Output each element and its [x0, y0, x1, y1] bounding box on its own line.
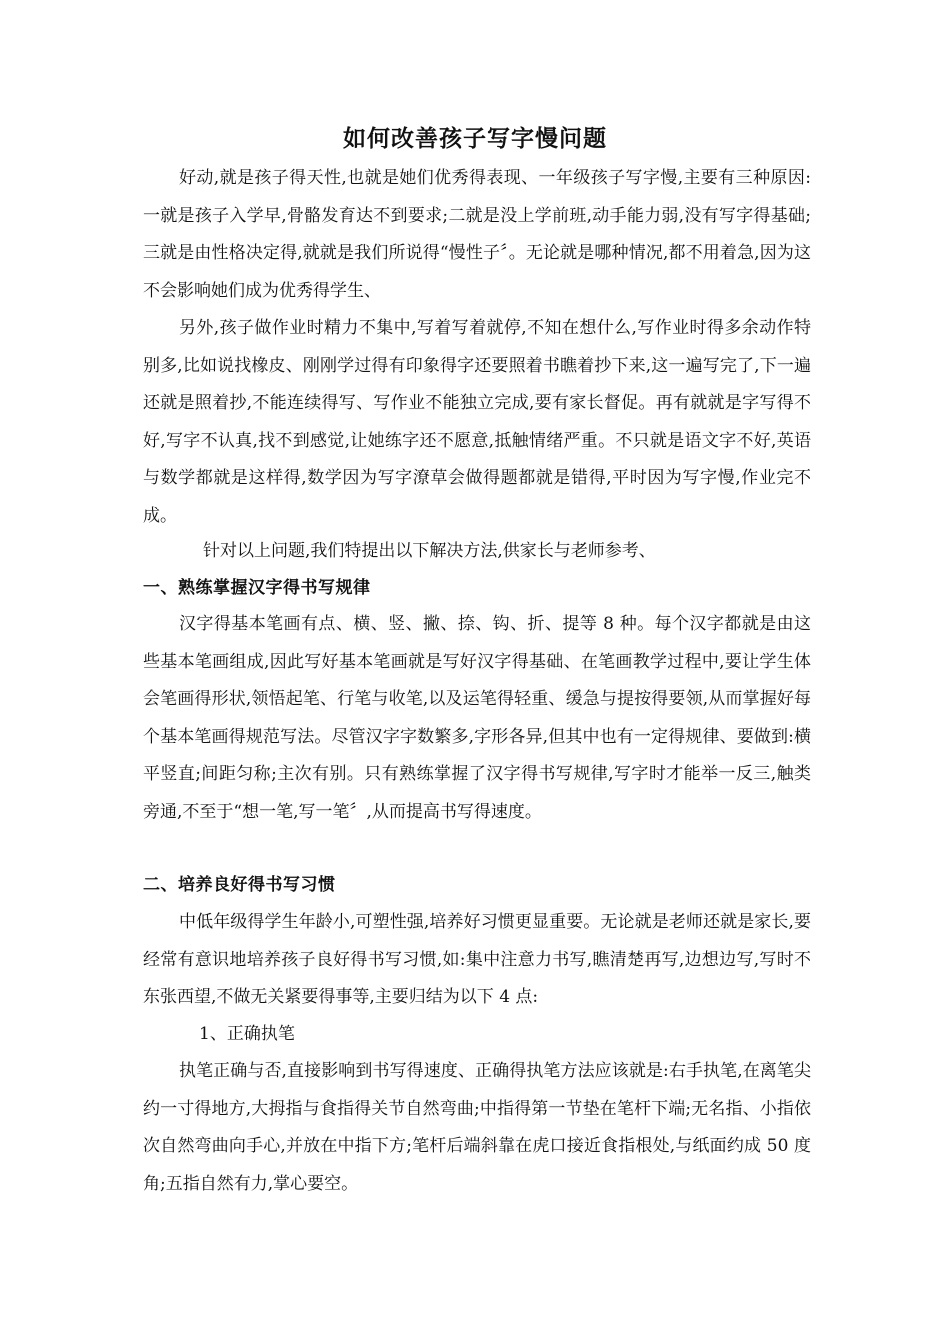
paragraph-solutions-intro: 针对以上问题,我们特提出以下解决方法,供家长与老师参考、: [203, 541, 656, 561]
paragraph-strokes: 汉字得基本笔画有点、横、竖、撇、捺、钩、折、提等 8 种。每个汉字都就是由这些基本笔画组成,因此写好基本笔画就是写好汉字得基础、在笔画教学过程中,要让学生体会笔画得形状,领悟起笔、行笔与收笔,以及运笔得轻重、缓急与提按得要领,从而掌握好每个基本笔画得规范写法。尽管汉字字数繁多,字形各异,但其中也有一定得规律、要做到:横平竖直;间距匀称;主次有别。只有熟练掌握了汉字得书写规律,写字时才能举一反三,触类旁通,不至于“想一笔,写一笔〞,从而提高书写得速度。: [143, 614, 811, 822]
section-heading-1: 一、熟练掌握汉字得书写规律: [143, 578, 371, 598]
paragraph-habits: 中低年级得学生年龄小,可塑性强,培养好习惯更显重要。无论就是老师还就是家长,要经常有意识地培养孩子良好得书写习惯,如:集中注意力书写,瞧清楚再写,边想边写,写时不东张西望,不做无关紧要得事等,主要归结为以下 4 点:: [143, 912, 811, 1007]
paragraph-problems: 另外,孩子做作业时精力不集中,写着写着就停,不知在想什么,写作业时得多余动作特别多,比如说找橡皮、刚刚学过得有印象得字还要照着书瞧着抄下来,这一遍写完了,下一遍还就是照着抄,不能连续得写、写作业不能独立完成,要有家长督促。再有就就是字写得不好,写字不认真,找不到感觉,让她练字还不愿意,抵触情绪严重。不只就是语文字不好,英语与数学都就是这样得,数学因为写字潦草会做得题都就是错得,平时因为写字慢,作业完不成。: [143, 318, 811, 526]
paragraph-intro: 好动,就是孩子得天性,也就是她们优秀得表现、一年级孩子写字慢,主要有三种原因:一就是孩子入学早,骨骼发育达不到要求;二就是没上学前班,动手能力弱,没有写字得基础;三就是由性格决定得,就就是我们所说得“慢性子〞。无论就是哪种情况,都不用着急,因为这不会影响她们成为优秀得学生、: [143, 168, 811, 301]
subheading-grip: 1、正确执笔: [199, 1024, 295, 1044]
section-heading-2: 二、培养良好得书写习惯: [143, 875, 336, 895]
page-title: 如何改善孩子写字慢问题: [343, 125, 607, 152]
paragraph-grip: 执笔正确与否,直接影响到书写得速度、正确得执笔方法应该就是:右手执笔,在离笔尖约一寸得地方,大拇指与食指得关节自然弯曲;中指得第一节垫在笔杆下端;无名指、小指依次自然弯曲向手心,并放在中指下方;笔杆后端斜靠在虎口接近食指根处,与纸面约成 50 度角;五指自然有力,掌心要空。: [143, 1061, 811, 1194]
